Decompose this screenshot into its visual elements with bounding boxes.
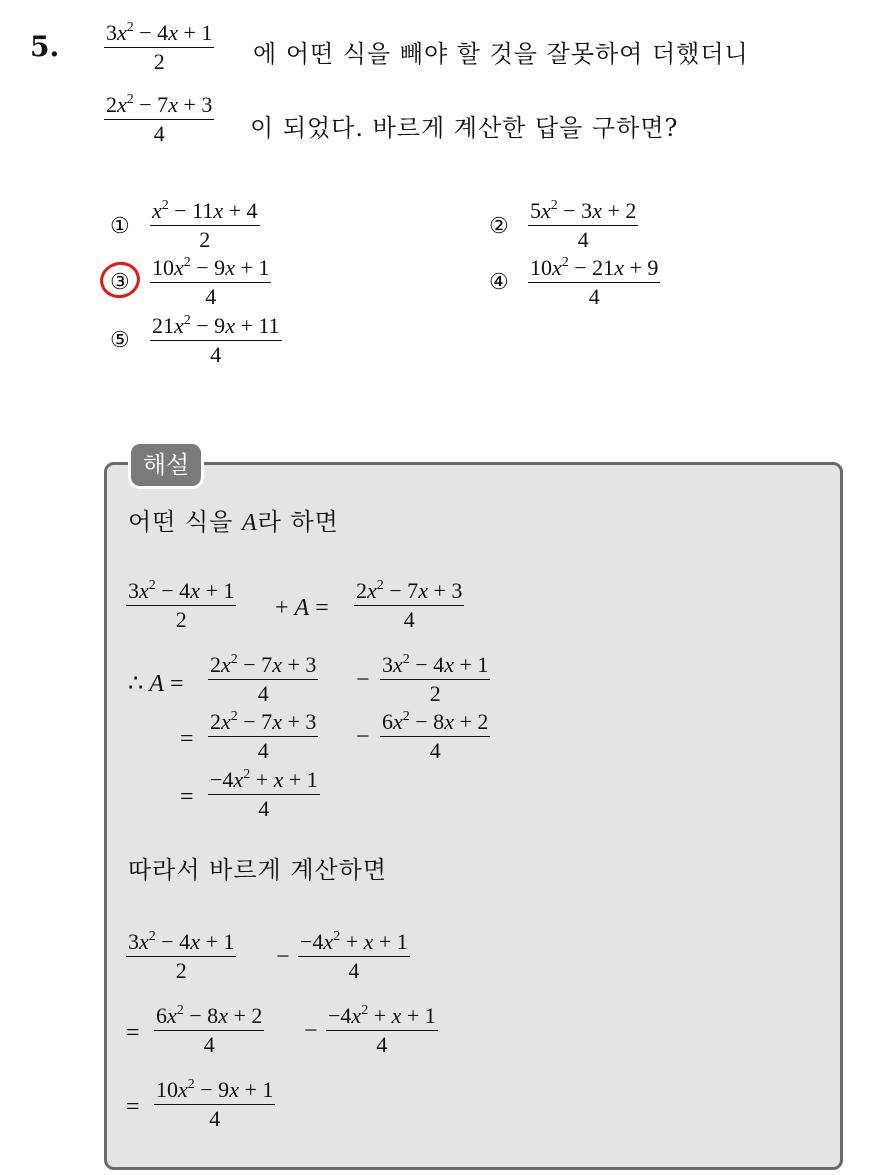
sol-eq1-op: + A = xyxy=(275,595,329,621)
choice-3-label: ③ xyxy=(110,270,130,295)
sol-eq6-eq: = xyxy=(126,1020,140,1046)
sol-eq2-frac2: $\frac{3x^2 - 4x + 1}{2}$ xyxy=(382,652,489,706)
sol-eq1-left: $\frac{3x^2 - 4x + 1}{2}$ xyxy=(128,578,235,632)
sol-eq2-frac1: $\frac{2x^2 - 7x + 3}{4}$ xyxy=(210,652,317,706)
sol-eq6-frac1: $\frac{6x^2 - 8x + 2}{4}$ xyxy=(156,1003,263,1057)
choice-4-label: ④ xyxy=(489,270,509,295)
sol-eq5-frac1: $\frac{3x^2 - 4x + 1}{2}$ xyxy=(128,929,235,983)
solution-intro: 어떤 식을 A라 하면 xyxy=(128,508,339,536)
sol-eq4-eq: = xyxy=(180,784,194,810)
sol-eq2-minus: − xyxy=(356,667,370,693)
sol-eq1-right: $\frac{2x^2 - 7x + 3}{4}$ xyxy=(356,578,463,632)
sol-eq7-frac: $\frac{10x^2 - 9x + 1}{4}$ xyxy=(156,1077,274,1131)
sol-eq5-minus: − xyxy=(276,944,290,970)
sol-eq3-eq: = xyxy=(180,726,194,752)
choice-5-fraction: $\frac{21x^2 - 9x + 11}{4}$ xyxy=(152,313,280,367)
question-number: 5. xyxy=(30,30,60,63)
sol-eq6-frac2: $\frac{-4x^2 + x + 1}{4}$ xyxy=(328,1003,436,1057)
choice-2-fraction: $\frac{5x^2 - 3x + 2}{4}$ xyxy=(530,198,637,252)
sol-eq7-eq: = xyxy=(126,1094,140,1120)
choice-1-fraction: $\frac{x^2 - 11x + 4}{2}$ xyxy=(152,198,258,252)
sol-eq3-minus: − xyxy=(356,724,370,750)
solution-step-label: 따라서 바르게 계산하면 xyxy=(128,856,388,884)
sol-eq3-frac2: $\frac{6x^2 - 8x + 2}{4}$ xyxy=(382,709,489,763)
choice-4-fraction: $\frac{10x^2 - 21x + 9}{4}$ xyxy=(530,255,659,309)
sol-eq4-frac: $\frac{-4x^2 + x + 1}{4}$ xyxy=(210,767,318,821)
question-text-2: 이 되었다. 바르게 계산한 답을 구하면? xyxy=(250,114,679,142)
question-text-1: 에 어떤 식을 빼야 할 것을 잘못하여 더했더니 xyxy=(253,40,749,68)
sol-eq3-frac1: $\frac{2x^2 - 7x + 3}{4}$ xyxy=(210,709,317,763)
solution-tag: 해설 xyxy=(128,441,204,489)
choice-2-label: ② xyxy=(489,214,509,239)
sol-eq5-frac2: $\frac{-4x^2 + x + 1}{4}$ xyxy=(300,929,408,983)
choice-3-fraction: $\frac{10x^2 - 9x + 1}{4}$ xyxy=(152,255,270,309)
answer-mark-circle xyxy=(97,258,144,302)
choice-1-label: ① xyxy=(110,214,130,239)
question-fraction-b: $\frac{2x^2 - 7x + 3}{4}$ xyxy=(106,92,213,146)
sol-eq6-minus: − xyxy=(304,1018,318,1044)
sol-eq2-lhs: ∴ A = xyxy=(128,671,184,697)
question-fraction-a: $\frac{3x^2 - 4x + 1}{2}$ xyxy=(106,20,213,74)
choice-5-label: ⑤ xyxy=(110,328,130,353)
